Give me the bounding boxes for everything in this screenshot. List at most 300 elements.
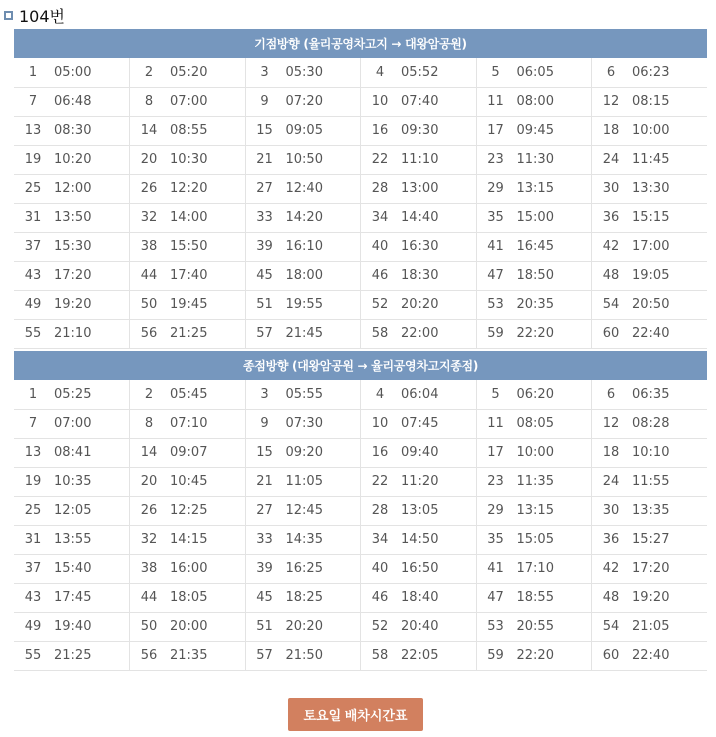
schedule-entry [477,146,592,174]
departure-time: 13:50 [54,210,92,225]
schedule-entry [477,468,592,496]
schedule-cell [130,438,246,467]
trip-number: 42 [602,239,620,254]
trip-number: 54 [602,297,620,312]
trip-number: 22 [371,152,389,167]
trip-number: 6 [606,64,616,80]
schedule-entry [246,204,361,232]
schedule-cell [14,87,130,116]
schedule-entry [361,584,476,612]
schedule-entry [130,380,245,409]
square-bullet-icon [4,11,13,20]
trip-number: 52 [371,619,389,634]
trip-number: 7 [28,416,38,431]
schedule-entry [14,320,129,348]
trip-number: 53 [487,297,504,312]
schedule-cell [592,174,708,203]
schedule-cell [592,145,708,174]
schedule-entry [361,291,476,319]
trip-number: 30 [602,181,620,196]
departure-time: 11:10 [401,152,439,167]
departure-time: 14:35 [285,532,323,547]
trip-number: 26 [140,503,158,518]
trip-number: 50 [140,297,158,312]
schedule-cell [361,174,477,203]
departure-time: 09:45 [516,123,554,138]
departure-time: 17:00 [632,239,670,254]
schedule-entry [477,439,592,467]
schedule-entry [246,497,361,525]
trip-number: 8 [144,416,154,431]
schedule-cell [130,232,246,261]
schedule-cell [592,641,708,670]
departure-time: 19:45 [170,297,208,312]
route-number: 104번 [19,6,65,26]
schedule-entry [361,497,476,525]
schedule-cell [245,232,361,261]
schedule-cell [14,641,130,670]
departure-time: 12:25 [170,503,208,518]
departure-time: 05:52 [401,64,439,80]
trip-number: 25 [24,181,42,196]
departure-time: 09:40 [401,445,439,460]
trip-number: 25 [24,503,42,518]
schedule-entry [592,439,707,467]
trip-number: 15 [256,445,273,460]
schedule-entry [361,58,476,87]
trip-number: 32 [140,532,158,547]
schedule-cell [476,58,592,87]
schedule-cell [14,525,130,554]
schedule-entry [477,204,592,232]
trip-number: 41 [487,239,504,254]
departure-time: 20:20 [285,619,323,634]
trip-number: 46 [371,268,389,283]
schedule-cell [361,641,477,670]
schedule-cell [245,554,361,583]
trip-number: 47 [487,268,504,283]
trip-number: 36 [602,210,620,225]
departure-time: 08:55 [170,123,208,138]
trip-number: 3 [260,386,269,402]
schedule-cell [245,641,361,670]
departure-time: 14:00 [170,210,208,225]
trip-number: 37 [24,561,42,576]
trip-number: 17 [487,123,504,138]
schedule-entry [246,555,361,583]
schedule-entry [246,88,361,116]
trip-number: 14 [140,123,158,138]
departure-time: 16:10 [285,239,323,254]
trip-number: 60 [602,648,620,663]
schedule-entry [130,88,245,116]
departure-time: 12:20 [170,181,208,196]
schedule-cell [361,496,477,525]
trip-number: 5 [491,386,500,402]
schedule-cell [245,261,361,290]
departure-time: 09:07 [170,445,208,460]
departure-time: 15:05 [516,532,554,547]
departure-time: 18:05 [170,590,208,605]
schedule-entry [246,642,361,670]
schedule-entry [361,439,476,467]
schedule-entry [477,175,592,203]
trip-number: 52 [371,297,389,312]
schedule-entry [130,175,245,203]
schedule-entry [361,117,476,145]
schedule-cell [592,116,708,145]
trip-number: 21 [256,474,273,489]
departure-time: 16:30 [401,239,439,254]
schedule-entry [592,320,707,348]
trip-number: 24 [602,474,620,489]
trip-number: 54 [602,619,620,634]
schedule-cell [476,496,592,525]
trip-number: 10 [371,94,389,109]
schedule-cell [245,203,361,232]
route-title [4,4,65,26]
trip-number: 21 [256,152,273,167]
trip-number: 55 [24,648,42,663]
schedule-entry [592,88,707,116]
schedule-cell [361,380,477,409]
schedule-cell [361,583,477,612]
trip-number: 51 [256,619,273,634]
schedule-entry [130,468,245,496]
departure-time: 07:00 [54,416,92,431]
departure-time: 21:45 [285,326,323,341]
schedule-cell [592,409,708,438]
schedule-entry [130,613,245,641]
schedule-cell [361,232,477,261]
schedule-cell [476,409,592,438]
schedule-entry [477,584,592,612]
timetable-departure [14,29,707,349]
departure-time: 10:45 [170,474,208,489]
table-row [14,380,707,409]
schedule-cell [245,380,361,409]
schedule-entry [246,262,361,290]
schedule-entry [130,526,245,554]
departure-time: 06:05 [516,64,554,80]
schedule-entry [14,291,129,319]
departure-time: 12:05 [54,503,92,518]
trip-number: 12 [602,94,620,109]
schedule-cell [245,525,361,554]
schedule-entry [130,117,245,145]
schedule-cell [476,467,592,496]
schedule-entry [477,262,592,290]
departure-time: 10:30 [170,152,208,167]
schedule-cell [592,261,708,290]
schedule-entry [14,410,129,438]
departure-time: 20:55 [516,619,554,634]
trip-number: 11 [487,416,504,431]
trip-number: 2 [144,64,154,80]
departure-time: 17:40 [170,268,208,283]
schedule-entry [361,613,476,641]
schedule-cell [130,612,246,641]
departure-time: 08:30 [54,123,92,138]
departure-time: 06:23 [632,64,670,80]
schedule-cell [245,58,361,87]
schedule-cell [130,145,246,174]
schedule-cell [14,290,130,319]
schedule-cell [245,319,361,348]
trip-number: 58 [371,326,389,341]
departure-time: 07:30 [285,416,323,431]
schedule-entry [246,439,361,467]
trip-number: 59 [487,648,504,663]
departure-time: 05:30 [285,64,323,80]
schedule-cell [130,87,246,116]
schedule-entry [592,468,707,496]
schedule-entry [14,439,129,467]
trip-number: 39 [256,561,273,576]
schedule-entry [477,88,592,116]
schedule-entry [130,584,245,612]
trip-number: 13 [24,123,42,138]
trip-number: 37 [24,239,42,254]
schedule-entry [477,642,592,670]
schedule-entry [361,233,476,261]
schedule-cell [476,438,592,467]
trip-number: 43 [24,268,42,283]
departure-time: 22:20 [516,648,554,663]
trip-number: 29 [487,181,504,196]
schedule-entry [14,146,129,174]
trip-number: 40 [371,561,389,576]
schedule-cell [592,496,708,525]
table-row [14,467,707,496]
trip-number: 50 [140,619,158,634]
schedule-entry [14,497,129,525]
departure-time: 11:55 [632,474,670,489]
schedule-cell [130,203,246,232]
schedule-entry [477,58,592,87]
schedule-cell [361,612,477,641]
schedule-cell [476,145,592,174]
departure-time: 06:48 [54,94,92,109]
departure-time: 12:45 [285,503,323,518]
schedule-entry [361,410,476,438]
schedule-cell [130,496,246,525]
departure-time: 20:35 [516,297,554,312]
departure-time: 17:45 [54,590,92,605]
table-row [14,290,707,319]
schedule-cell [592,525,708,554]
schedule-cell [361,525,477,554]
schedule-cell [592,438,708,467]
schedule-cell [476,87,592,116]
departure-time: 21:25 [54,648,92,663]
schedule-cell [14,583,130,612]
trip-number: 44 [140,590,158,605]
departure-time: 09:20 [285,445,323,460]
departure-time: 16:45 [516,239,554,254]
trip-number: 44 [140,268,158,283]
trip-number: 32 [140,210,158,225]
schedule-cell [14,203,130,232]
schedule-cell [361,290,477,319]
schedule-cell [130,261,246,290]
schedule-entry [130,204,245,232]
schedule-entry [246,146,361,174]
schedule-entry [361,320,476,348]
schedule-cell [14,145,130,174]
trip-number: 4 [375,386,385,402]
departure-time: 19:05 [632,268,670,283]
schedule-cell [14,58,130,87]
schedule-entry [592,291,707,319]
departure-time: 20:40 [401,619,439,634]
table-row [14,496,707,525]
schedule-cell [245,290,361,319]
trip-number: 16 [371,123,389,138]
schedule-entry [14,175,129,203]
departure-time: 10:35 [54,474,92,489]
departure-time: 11:30 [516,152,554,167]
trip-number: 56 [140,326,158,341]
schedule-entry [130,555,245,583]
schedule-cell [361,116,477,145]
departure-time: 21:50 [285,648,323,663]
departure-time: 13:15 [516,181,554,196]
schedule-cell [14,496,130,525]
departure-time: 22:00 [401,326,439,341]
schedule-cell [245,467,361,496]
schedule-cell [476,641,592,670]
schedule-cell [130,525,246,554]
schedule-entry [246,233,361,261]
schedule-entry [477,320,592,348]
table-row [14,232,707,261]
table-row [14,58,707,87]
schedule-cell [592,87,708,116]
trip-number: 14 [140,445,158,460]
departure-time: 19:20 [632,590,670,605]
trip-number: 34 [371,210,389,225]
schedule-entry [361,204,476,232]
trip-number: 24 [602,152,620,167]
schedule-cell [476,174,592,203]
departure-time: 08:15 [632,94,670,109]
schedule-cell [476,554,592,583]
trip-number: 4 [375,64,385,80]
schedule-entry [592,380,707,409]
trip-number: 20 [140,152,158,167]
departure-time: 22:40 [632,648,670,663]
schedule-cell [130,380,246,409]
departure-time: 14:50 [401,532,439,547]
trip-number: 36 [602,532,620,547]
departure-time: 20:20 [401,297,439,312]
departure-time: 10:50 [285,152,323,167]
table-row [14,116,707,145]
trip-number: 31 [24,532,42,547]
schedule-cell [361,467,477,496]
schedule-entry [14,584,129,612]
schedule-cell [245,174,361,203]
schedule-entry [592,642,707,670]
schedule-cell [130,554,246,583]
trip-number: 55 [24,326,42,341]
trip-number: 23 [487,152,504,167]
trip-number: 45 [256,268,273,283]
trip-number: 23 [487,474,504,489]
departure-time: 12:00 [54,181,92,196]
schedule-entry [361,380,476,409]
schedule-cell [14,261,130,290]
departure-time: 11:20 [401,474,439,489]
departure-time: 07:20 [285,94,323,109]
departure-time: 06:20 [516,386,554,402]
departure-time: 08:41 [54,445,92,460]
departure-time: 19:55 [285,297,323,312]
departure-time: 19:40 [54,619,92,634]
schedule-entry [130,497,245,525]
schedule-entry [361,88,476,116]
departure-time: 13:30 [632,181,670,196]
schedule-cell [592,203,708,232]
schedule-cell [14,232,130,261]
schedule-cell [476,261,592,290]
departure-time: 08:28 [632,416,670,431]
departure-time: 05:55 [285,386,323,402]
departure-time: 11:05 [285,474,323,489]
schedule-cell [592,467,708,496]
schedule-cell [14,554,130,583]
departure-time: 10:00 [516,445,554,460]
schedule-cell [592,290,708,319]
departure-time: 13:05 [401,503,439,518]
schedule-entry [592,58,707,87]
departure-time: 22:20 [516,326,554,341]
trip-number: 59 [487,326,504,341]
table-row [14,319,707,348]
departure-time: 15:15 [632,210,670,225]
schedule-cell [130,409,246,438]
schedule-cell [14,612,130,641]
departure-time: 14:20 [285,210,323,225]
schedule-cell [245,438,361,467]
schedule-entry [477,117,592,145]
schedule-cell [361,58,477,87]
schedule-cell [361,145,477,174]
schedule-entry [477,410,592,438]
departure-time: 19:20 [54,297,92,312]
departure-time: 05:00 [54,64,92,80]
schedule-entry [592,117,707,145]
schedule-cell [130,583,246,612]
trip-number: 57 [256,648,273,663]
schedule-cell [361,261,477,290]
saturday-timetable-button[interactable]: 토요일 배차시간표 [288,698,423,731]
schedule-entry [14,526,129,554]
trip-number: 41 [487,561,504,576]
departure-time: 08:05 [516,416,554,431]
schedule-cell [361,554,477,583]
schedule-cell [245,612,361,641]
trip-number: 35 [487,210,504,225]
trip-number: 10 [371,416,389,431]
trip-number: 15 [256,123,273,138]
departure-time: 14:40 [401,210,439,225]
schedule-entry [130,58,245,87]
schedule-cell [130,58,246,87]
schedule-entry [14,262,129,290]
schedule-cell [130,319,246,348]
